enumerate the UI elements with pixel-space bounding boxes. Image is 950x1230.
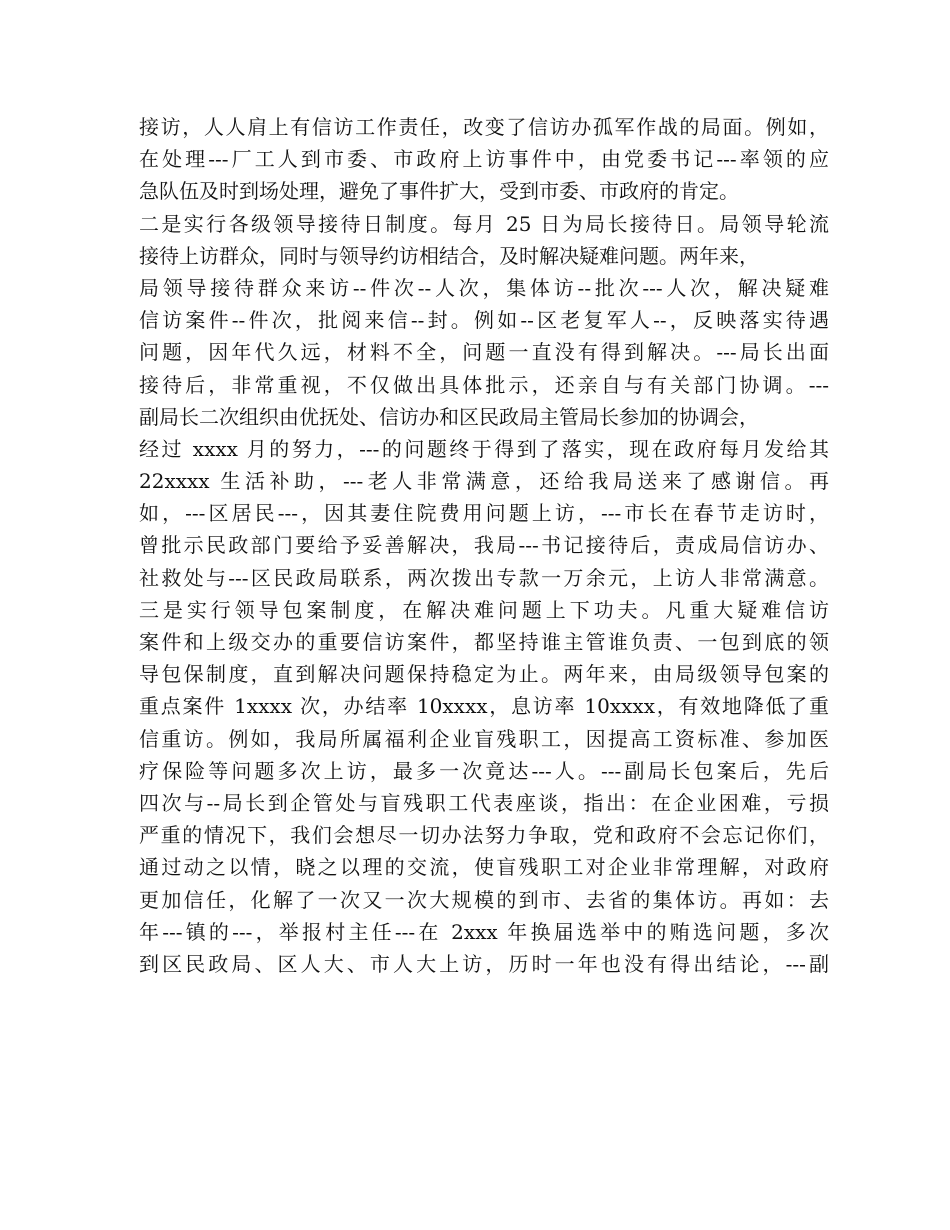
text-line: 经过 xxxx 月的努力，---的问题终于得到了落实，现在政府每月发给其 [139, 436, 829, 461]
text-line: 信重访。例如，我局所属福利企业盲残职工，因提高工资标准、参加医 [139, 726, 829, 751]
text-line: 三是实行领导包案制度，在解决难问题上下功夫。凡重大疑难信访 [139, 597, 829, 622]
text-line: 接待上访群众，同时与领导约访相结合，及时解决疑难问题。两年来， [139, 243, 759, 268]
text-line: 更加信任，化解了一次又一次大规模的到市、去省的集体访。再如：去 [139, 887, 829, 912]
text-line: 局领导接待群众来访--件次--人次，集体访--批次---人次，解决疑难 [139, 275, 829, 300]
text-line: 二是实行各级领导接待日制度。每月 25 日为局长接待日。局领导轮流 [139, 211, 829, 236]
text-line: 急队伍及时到场处理，避免了事件扩大，受到市委、市政府的肯定。 [139, 179, 739, 204]
text-line: 曾批示民政部门要给予妥善解决，我局---书记接待后，责成局信访办、 [139, 533, 829, 558]
text-line: 疗保险等问题多次上访，最多一次竟达---人。---副局长包案后，先后 [139, 758, 829, 783]
text-line: 如，---区居民---，因其妻住院费用问题上访，---市长在春节走访时， [139, 501, 829, 526]
text-line: 导包保制度，直到解决问题保持稳定为止。两年来，由局级领导包案的 [139, 662, 829, 687]
text-line: 年---镇的---，举报村主任---在 2xxx 年换届选举中的贿选问题，多次 [139, 919, 829, 944]
text-line: 通过动之以情，晓之以理的交流，使盲残职工对企业非常理解，对政府 [139, 855, 829, 880]
text-line: 案件和上级交办的重要信访案件，都坚持谁主管谁负责、一包到底的领 [139, 630, 829, 654]
text-line: 接访，人人肩上有信访工作责任，改变了信访办孤军作战的局面。例如， [139, 115, 829, 139]
text-line: 重点案件 1xxxx 次，办结率 10xxxx，息访率 10xxxx，有效地降低了重 [139, 694, 829, 719]
text-line: 信访案件--件次，批阅来信--封。例如--区老复军人--，反映落实待遇 [139, 308, 829, 333]
text-line: 问题，因年代久远，材料不全，问题一直没有得到解决。---局长出面 [139, 340, 829, 365]
text-line: 四次与--局长到企管处与盲残职工代表座谈，指出：在企业困难，亏损 [139, 790, 829, 815]
text-line: 在处理---厂工人到市委、市政府上访事件中，由党委书记---率领的应 [139, 147, 829, 172]
text-line: 22xxxx 生活补助，---老人非常满意，还给我局送来了感谢信。再 [139, 469, 829, 494]
text-line: 接待后，非常重视，不仅做出具体批示，还亲自与有关部门协调。--- [139, 372, 829, 397]
text-line: 副局长二次组织由优抚处、信访办和区民政局主管局长参加的协调会， [139, 404, 759, 429]
text-line: 到区民政局、区人大、市人大上访，历时一年也没有得出结论，---副 [139, 951, 829, 976]
text-line: 社救处与---区民政局联系，两次拨出专款一万余元，上访人非常满意。 [139, 565, 829, 590]
body-text [139, 111, 829, 980]
text-line: 严重的情况下，我们会想尽一切办法努力争取，党和政府不会忘记你们， [139, 823, 829, 848]
